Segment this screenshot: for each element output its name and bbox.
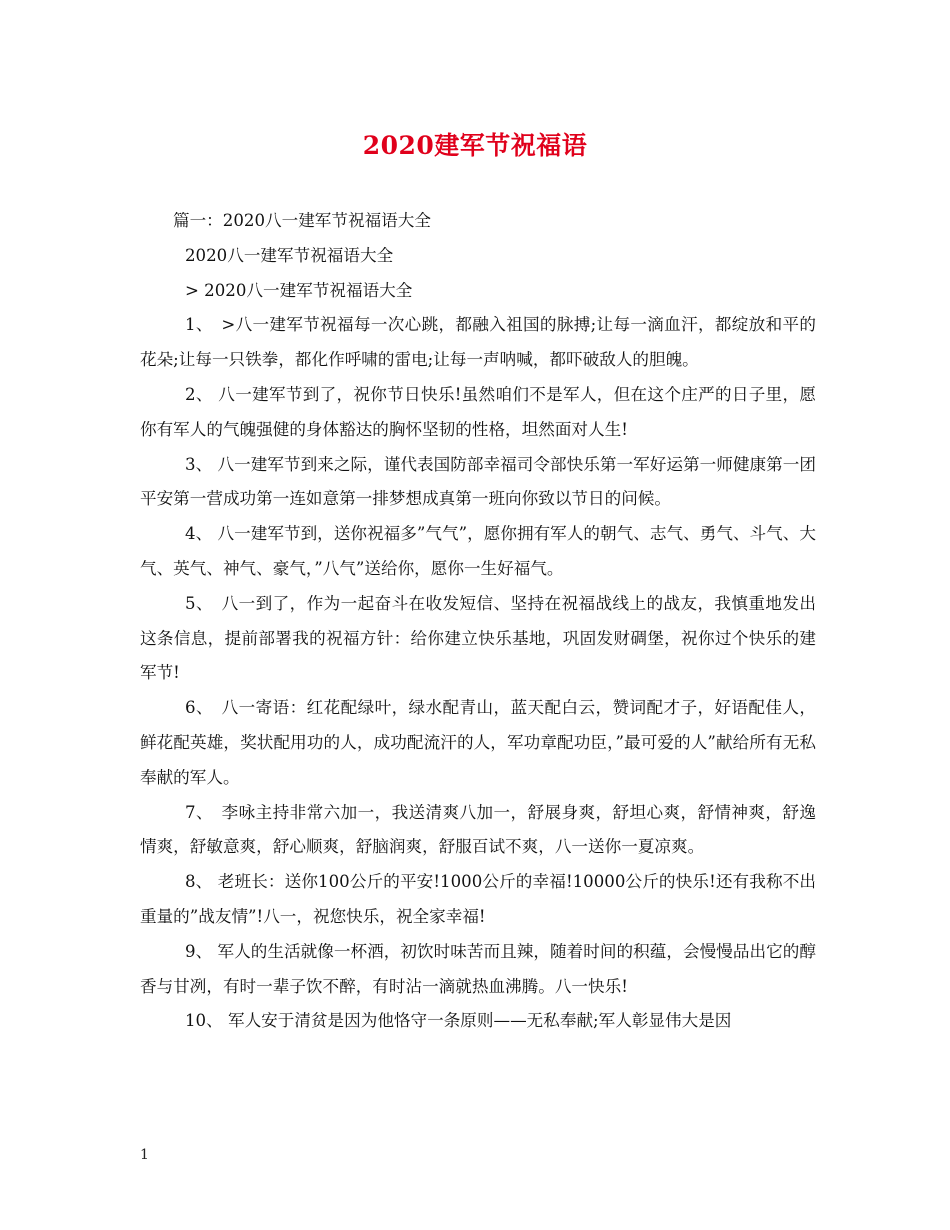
section-heading: 篇一：2020八一建军节祝福语大全	[173, 211, 431, 230]
blessing-item-5: 5、 八一到了，作为一起奋斗在收发短信、坚持在祝福战线上的战友，我慎重地发出这条信息，提前部署我的祝福方针：给你建立快乐基地，巩固发财碉堡，祝你过个快乐的建军节!	[140, 593, 816, 683]
blessing-item-6: 6、 八一寄语：红花配绿叶，绿水配青山，蓝天配白云，赞词配才子，好语配佳人，鲜花配英雄，奖状配用功的人，成功配流汗的人，军功章配功臣，”最可爱的人”献给所有无私奉献的军人。	[140, 698, 816, 787]
blessing-item-7: 7、 李咏主持非常六加一，我送清爽八加一，舒展身爽，舒坦心爽，舒情神爽，舒逸情爽，舒敏意爽，舒心顺爽，舒脑润爽，舒服百试不爽，八一送你一夏凉爽。	[140, 802, 816, 857]
blessing-item-2: 2、 八一建军节到了，祝你节日快乐!虽然咱们不是军人，但在这个庄严的日子里，愿你有军人的气魄强健的身体豁达的胸怀坚韧的性格，坦然面对人生!	[140, 384, 816, 439]
blessing-item-3: 3、 八一建军节到来之际，谨代表国防部幸福司令部快乐第一军好运第一师健康第一团平安第一营成功第一连如意第一排梦想成真第一班向你致以节日的问候。	[140, 454, 816, 509]
page-number: 1	[140, 1147, 149, 1163]
blessing-item-10: 10、 军人安于清贫是因为他恪守一条原则——无私奉献;军人彰显伟大是因	[185, 1011, 732, 1031]
blessing-item-9: 9、 军人的生活就像一杯酒，初饮时味苦而且辣，随着时间的积蕴，会慢慢品出它的醇香与甘冽，有时一辈子饮不醉，有时沾一滴就热血沸腾。八一快乐!	[140, 941, 816, 996]
blessing-item-1: 1、 >八一建军节祝福每一次心跳，都融入祖国的脉搏;让每一滴血汗，都绽放和平的花朵;让每一只铁拳，都化作呼啸的雷电;让每一声呐喊，都吓破敌人的胆魄。	[140, 315, 816, 370]
document-title: 2020建军节祝福语	[362, 131, 588, 160]
subheading-quote: > 2020八一建军节祝福语大全	[185, 280, 413, 300]
blessing-item-8: 8、 老班长：送你100公斤的平安!1000公斤的幸福!10000公斤的快乐!还有我称不出重量的”战友情”!八一，祝您快乐，祝全家幸福!	[140, 872, 816, 926]
blessing-item-4: 4、 八一建军节到，送你祝福多”气气”，愿你拥有军人的朝气、志气、勇气、斗气、大气、英气、神气、豪气，”八气”送给你，愿你一生好福气。	[140, 524, 816, 578]
subheading: 2020八一建军节祝福语大全	[185, 245, 394, 265]
document-body	[140, 204, 816, 1039]
